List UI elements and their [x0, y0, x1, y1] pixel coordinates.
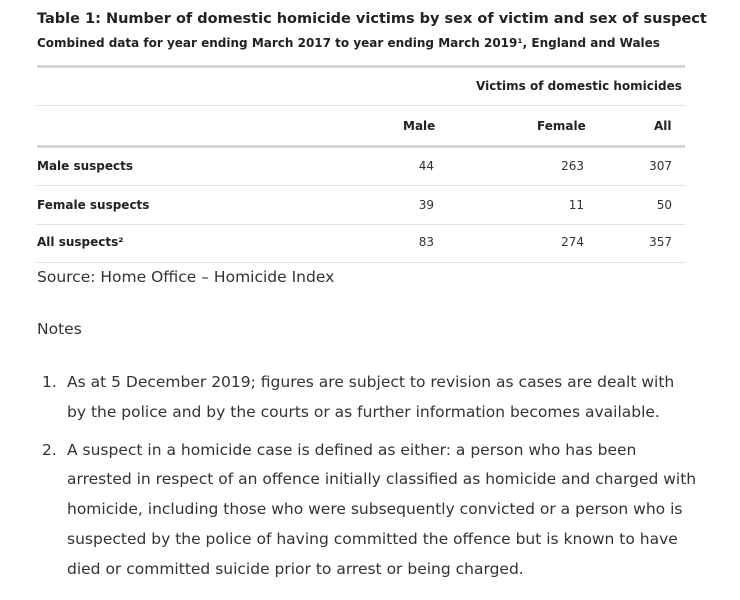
column-header-all: All — [654, 119, 672, 133]
cell-all-suspects-all: 357 — [649, 235, 672, 249]
group-header-rule — [37, 105, 685, 106]
source-text: Source: Home Office – Homicide Index — [37, 268, 335, 286]
table-title: Table 1: Number of domestic homicide victims by sex of victim and sex of suspect — [37, 11, 707, 27]
table-top-rule — [37, 65, 685, 68]
column-header-female: Female — [537, 119, 586, 133]
table-subtitle: Combined data for year ending March 2017 to year ending March 2019¹, England and Wales — [37, 36, 660, 50]
column-header-male: Male — [403, 119, 436, 133]
cell-all-suspects-male: 83 — [418, 235, 434, 249]
row-label-female-suspects: Female suspects — [37, 198, 150, 212]
note-text: A suspect in a homicide case is defined as either: a person who has been arrested in respect of an offence initially classified as homicide and charged with homicide, including those who were subsequently convicted or a person who is suspected by the police of having committed the offence but is known to have died or committed suicide prior to arrest or being charged. — [67, 440, 697, 578]
note-number: 2. — [42, 440, 57, 459]
row-rule — [37, 185, 685, 186]
cell-male-suspects-male: 44 — [418, 159, 434, 173]
note-item — [37, 436, 697, 585]
notes-list — [37, 368, 697, 593]
column-group-header: Victims of domestic homicides — [476, 79, 682, 93]
column-header-rule — [37, 145, 685, 148]
cell-all-suspects-female: 274 — [561, 235, 584, 249]
row-rule — [37, 224, 685, 225]
row-label-male-suspects: Male suspects — [37, 159, 134, 173]
cell-male-suspects-all: 307 — [649, 159, 672, 173]
table-bottom-rule — [37, 262, 685, 263]
row-label-all-suspects: All suspects² — [37, 235, 124, 249]
note-text: As at 5 December 2019; figures are subject to revision as cases are dealt with by the police and by the courts or as further information becomes available. — [67, 373, 675, 421]
cell-female-suspects-all: 50 — [656, 198, 672, 212]
notes-heading: Notes — [37, 320, 82, 338]
note-item — [37, 368, 697, 428]
cell-male-suspects-female: 263 — [561, 159, 584, 173]
cell-female-suspects-male: 39 — [418, 198, 434, 212]
note-number: 1. — [42, 373, 57, 391]
cell-female-suspects-female: 11 — [568, 198, 584, 212]
